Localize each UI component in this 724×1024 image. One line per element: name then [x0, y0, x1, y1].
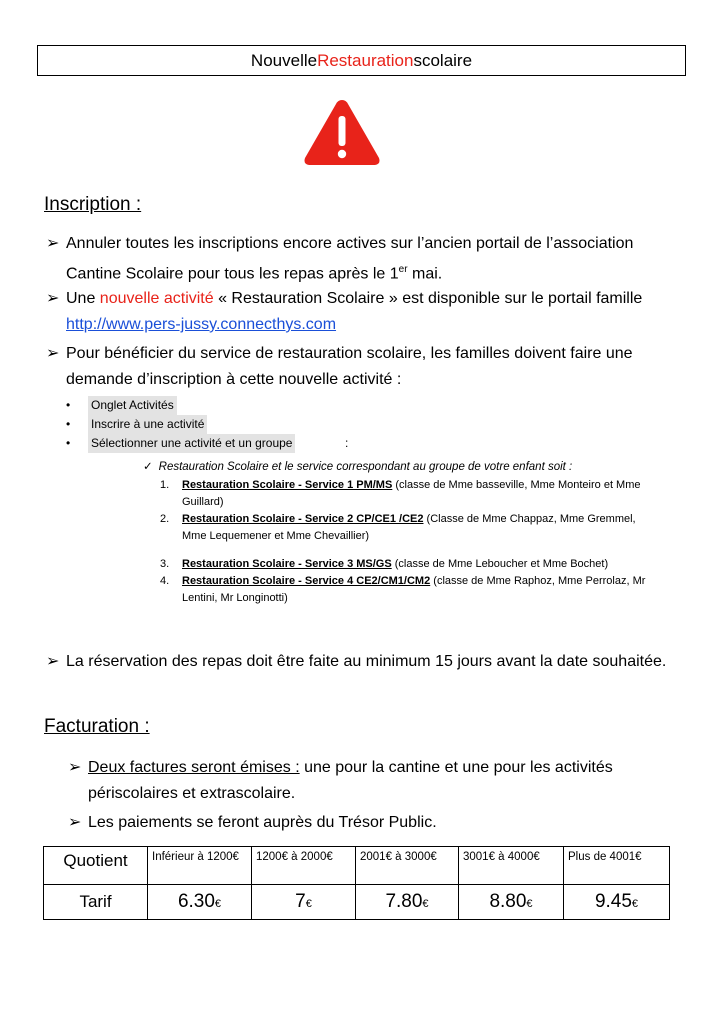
checkmark-icon: ✓	[143, 461, 153, 473]
service-item: 4. Restauration Scolaire - Service 4 CE2/CM1/CM2 (classe de Mme Raphoz, Mme Perrolaz, Mr Lentini, Mr Longinotti)	[160, 575, 646, 604]
price-cell: 8.80€	[459, 885, 564, 920]
bullet-1-sup: er	[398, 264, 408, 275]
portal-link[interactable]: http://www.pers-jussy.connecthys.com	[66, 316, 337, 333]
arrow-bullet-icon: ➢	[46, 235, 60, 252]
table-row	[44, 847, 670, 885]
arrow-bullet-icon: ➢	[46, 345, 60, 362]
bullet-3-text: Pour bénéficier du service de restauration scolaire, les familles doivent faire une demande d’inscription à cette nouvelle activité :	[66, 345, 633, 388]
price-cell: 7.80€	[356, 885, 459, 920]
bullet-2-red: nouvelle activité	[99, 290, 214, 307]
range-cell: 1200€ à 2000€	[252, 847, 356, 885]
page-title	[37, 45, 686, 76]
arrow-bullet-icon: ➢	[46, 290, 60, 307]
inscription-bullet-3	[46, 341, 686, 393]
inscription-bullet-1	[46, 231, 686, 287]
price-cell: 9.45€	[564, 885, 670, 920]
title-part-1: Nouvelle	[250, 50, 318, 70]
range-cell: Plus de 4001€	[564, 847, 670, 885]
range-cell: 3001€ à 4000€	[459, 847, 564, 885]
range-cell: Inférieur à 1200€	[148, 847, 252, 885]
table-row	[44, 885, 670, 920]
bullet-4-text: La réservation des repas doit être faite au minimum 15 jours avant la date souhaitée.	[66, 653, 667, 670]
facturation-bullet-2: ➢ Les paiements se feront auprès du Trésor Public.	[68, 810, 688, 836]
price-cell: 6.30€	[148, 885, 252, 920]
service-item: 3. Restauration Scolaire - Service 3 MS/GS (classe de Mme Leboucher et Mme Bochet)	[160, 558, 609, 570]
service-choice-line: ✓ Restauration Scolaire et le service correspondant au groupe de votre enfant soit :	[143, 461, 573, 473]
tarif-table	[43, 846, 670, 920]
arrow-bullet-icon: ➢	[46, 653, 60, 670]
price-cell: 7€	[252, 885, 356, 920]
facturation-heading: Facturation :	[44, 716, 150, 737]
title-part-2: Restauration	[317, 50, 414, 70]
bullet-2-pre: Une	[66, 290, 100, 307]
tarif-label: Tarif	[44, 885, 148, 920]
warning-triangle-icon	[302, 96, 382, 168]
service-item: 1. Restauration Scolaire - Service 1 PM/MS (classe de Mme basseville, Mme Monteiro et Mme Guillard)	[160, 479, 641, 508]
title-part-3: scolaire	[413, 50, 473, 70]
service-item: 2. Restauration Scolaire - Service 2 CP/CE1 /CE2 (Classe de Mme Chappaz, Mme Gremmel, Mme Lequemener et Mme Chevaillier)	[160, 513, 636, 542]
range-cell: 2001€ à 3000€	[356, 847, 459, 885]
bullet-2-mid: « Restauration Scolaire » est disponible sur le portail famille	[213, 290, 643, 307]
facturation-bullet-1: ➢ Deux factures seront émises : une pour la cantine et une pour les activités périscolaires et extrascolaire.	[68, 755, 688, 807]
arrow-bullet-icon: ➢	[68, 814, 82, 831]
quotient-label: Quotient	[44, 847, 148, 885]
inscription-bullet-2	[46, 286, 686, 338]
bullet-1-end: mai.	[407, 265, 443, 283]
inscription-heading: Inscription :	[44, 194, 142, 215]
inscription-bullet-4	[46, 649, 686, 675]
arrow-bullet-icon: ➢	[68, 759, 82, 776]
bullet-1-text: Annuler toutes les inscriptions encore actives sur l’ancien portail de l’association Cantine Scolaire pour tous les repas après le 1	[66, 235, 634, 283]
